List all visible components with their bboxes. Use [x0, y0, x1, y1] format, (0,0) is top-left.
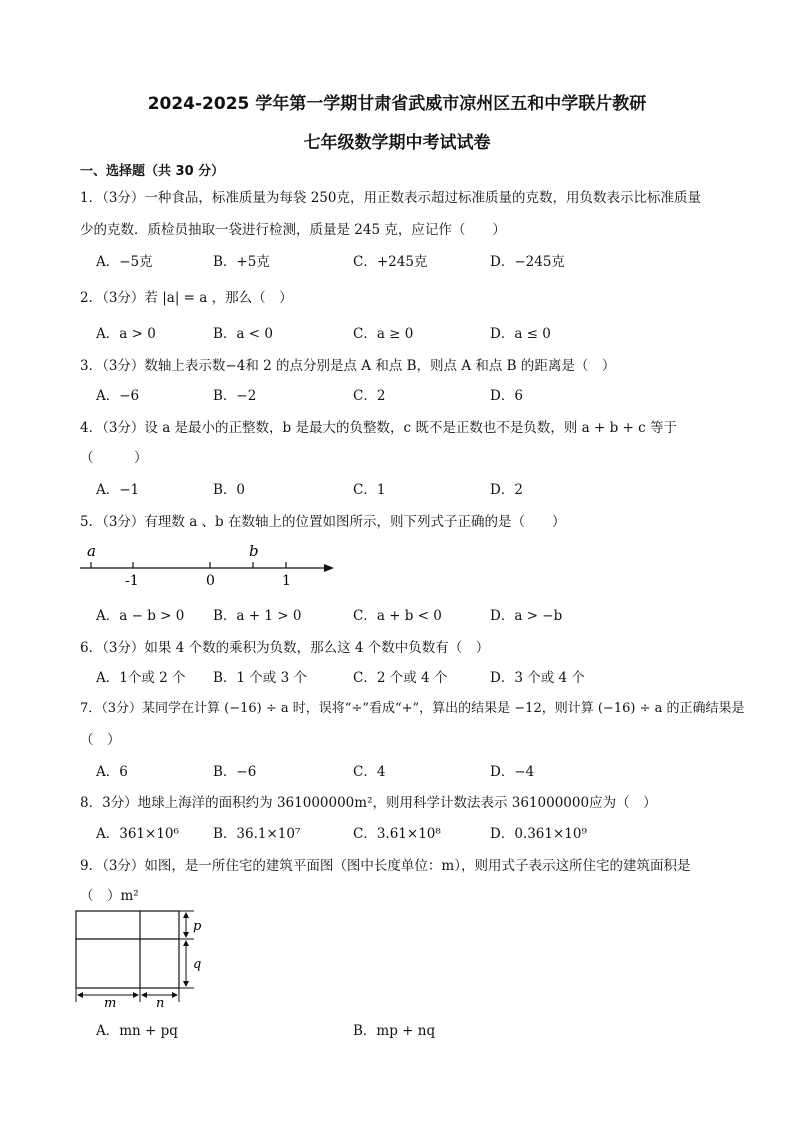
q4-option-c: C．1 [353, 482, 386, 498]
q9-stem-line2: （ ）m² [80, 888, 139, 904]
q1-stem-line1: 1．（3分）一种食品，标准质量为每袋 250克，用正数表示超过标准质量的克数，用负数表示比标准质量 [80, 190, 701, 206]
exam-title-line2: 七年级数学期中考试试卷 [303, 133, 491, 153]
dim-q-arrow-up [183, 940, 189, 946]
dim-q-arrow-down [183, 981, 189, 987]
q7-option-c: C．4 [353, 764, 386, 780]
q6-option-a: A．1个或 2 个 [96, 670, 186, 686]
label-b: b [249, 542, 259, 560]
q3-option-b: B．−2 [213, 388, 257, 404]
q4-stem-line2: （ ） [80, 450, 148, 466]
q5-option-b: B．a + 1 > 0 [213, 608, 302, 624]
q2-option-d: D．a ≤ 0 [490, 326, 551, 342]
dim-n-arrow-right [172, 992, 178, 998]
q7-option-a: A．6 [96, 764, 128, 780]
tick-label-one: 1 [282, 573, 291, 588]
q3-option-c: C．2 [353, 388, 386, 404]
dim-n-arrow-left [141, 992, 147, 998]
section-heading: 一、选择题（共 30 分） [80, 164, 225, 179]
q7-stem-line2: （ ） [80, 732, 121, 748]
q4-option-a: A．−1 [96, 482, 140, 498]
q1-option-b: B．+5克 [213, 254, 270, 270]
q6-option-b: B．1 个或 3 个 [213, 670, 307, 686]
dim-p-arrow-down [183, 932, 189, 938]
q8-stem: 8．3分）地球上海洋的面积约为 361000000m²，则用科学计数法表示 361000000应为（ ） [80, 795, 657, 811]
q4-option-d: D．2 [490, 482, 523, 498]
q7-option-b: B．−6 [213, 764, 257, 780]
q8-option-a: A．361×10⁶ [96, 826, 179, 842]
exam-title-line1: 2024-2025 学年第一学期甘肃省武威市凉州区五和中学联片教研 [147, 94, 647, 114]
dim-m-arrow-left [77, 992, 83, 998]
q2-option-a: A．a > 0 [96, 326, 156, 342]
q2-stem: 2．（3分）若 |a| = a ，那么（ ） [80, 290, 293, 306]
q3-option-a: A．−6 [96, 388, 140, 404]
q1-option-d: D．−245克 [490, 254, 565, 270]
q6-option-c: C．2 个或 4 个 [353, 670, 448, 686]
label-p: p [193, 919, 202, 934]
q7-stem-line1: 7．（3分）某同学在计算 (−16) ÷ a 时，误将“÷”看成“+”，算出的结果是 −12，则计算 (−16) ÷ a 的正确结果是 [80, 701, 745, 716]
q4-stem-line1: 4．（3分）设 a 是最小的正整数，b 是最大的负整数，c 既不是正数也不是负数，则 a + b + c 等于 [80, 420, 677, 436]
q1-option-a: A．−5克 [96, 254, 153, 270]
q7-option-d: D．−4 [490, 764, 535, 780]
q9-stem-line1: 9．（3分）如图，是一所住宅的建筑平面图（图中长度单位：m），则用式子表示这所住宅的建筑面积是 [80, 858, 691, 874]
tick-label-minus1: -1 [125, 573, 139, 588]
q1-stem-line2: 少的克数．质检员抽取一袋进行检测，质量是 245 克，应记作（ ） [80, 222, 506, 238]
q6-stem: 6．（3分）如果 4 个数的乘积为负数，那么这 4 个数中负数有（ ） [80, 640, 490, 656]
number-line-arrow [324, 564, 334, 572]
q9-option-b: B．mp + nq [353, 1023, 436, 1039]
q1-option-c: C．+245克 [353, 254, 428, 270]
q3-option-d: D．6 [490, 388, 523, 404]
q6-option-d: D．3 个或 4 个 [490, 670, 585, 686]
dim-p-arrow-up [183, 912, 189, 918]
label-a: a [87, 542, 96, 560]
dim-m-arrow-right [133, 992, 139, 998]
q2-option-c: C．a ≥ 0 [353, 326, 414, 342]
q5-option-a: A．a − b > 0 [96, 608, 185, 624]
label-q: q [193, 957, 202, 972]
q8-option-c: C．3.61×10⁸ [353, 826, 441, 842]
q9-floor-plan [72, 906, 212, 1010]
tick-label-zero: 0 [206, 573, 215, 588]
q3-stem: 3．（3分）数轴上表示数−4和 2 的点分别是点 A 和点 B，则点 A 和点 B 的距离是（ ） [80, 358, 616, 374]
q8-option-d: D．0.361×10⁹ [490, 826, 587, 842]
q5-option-d: D．a > −b [490, 608, 563, 624]
q5-number-line [78, 540, 348, 588]
q5-stem: 5．（3分）有理数 a 、b 在数轴上的位置如图所示，则下列式子正确的是（ ） [80, 514, 566, 530]
q5-option-c: C．a + b < 0 [353, 608, 442, 624]
q9-option-a: A．mn + pq [96, 1023, 178, 1039]
q8-option-b: B．36.1×10⁷ [213, 826, 301, 842]
q4-option-b: B．0 [213, 482, 246, 498]
plan-outline [76, 911, 179, 988]
q2-option-b: B．a < 0 [213, 326, 273, 342]
label-m: m [104, 996, 117, 1010]
label-n: n [156, 996, 165, 1010]
